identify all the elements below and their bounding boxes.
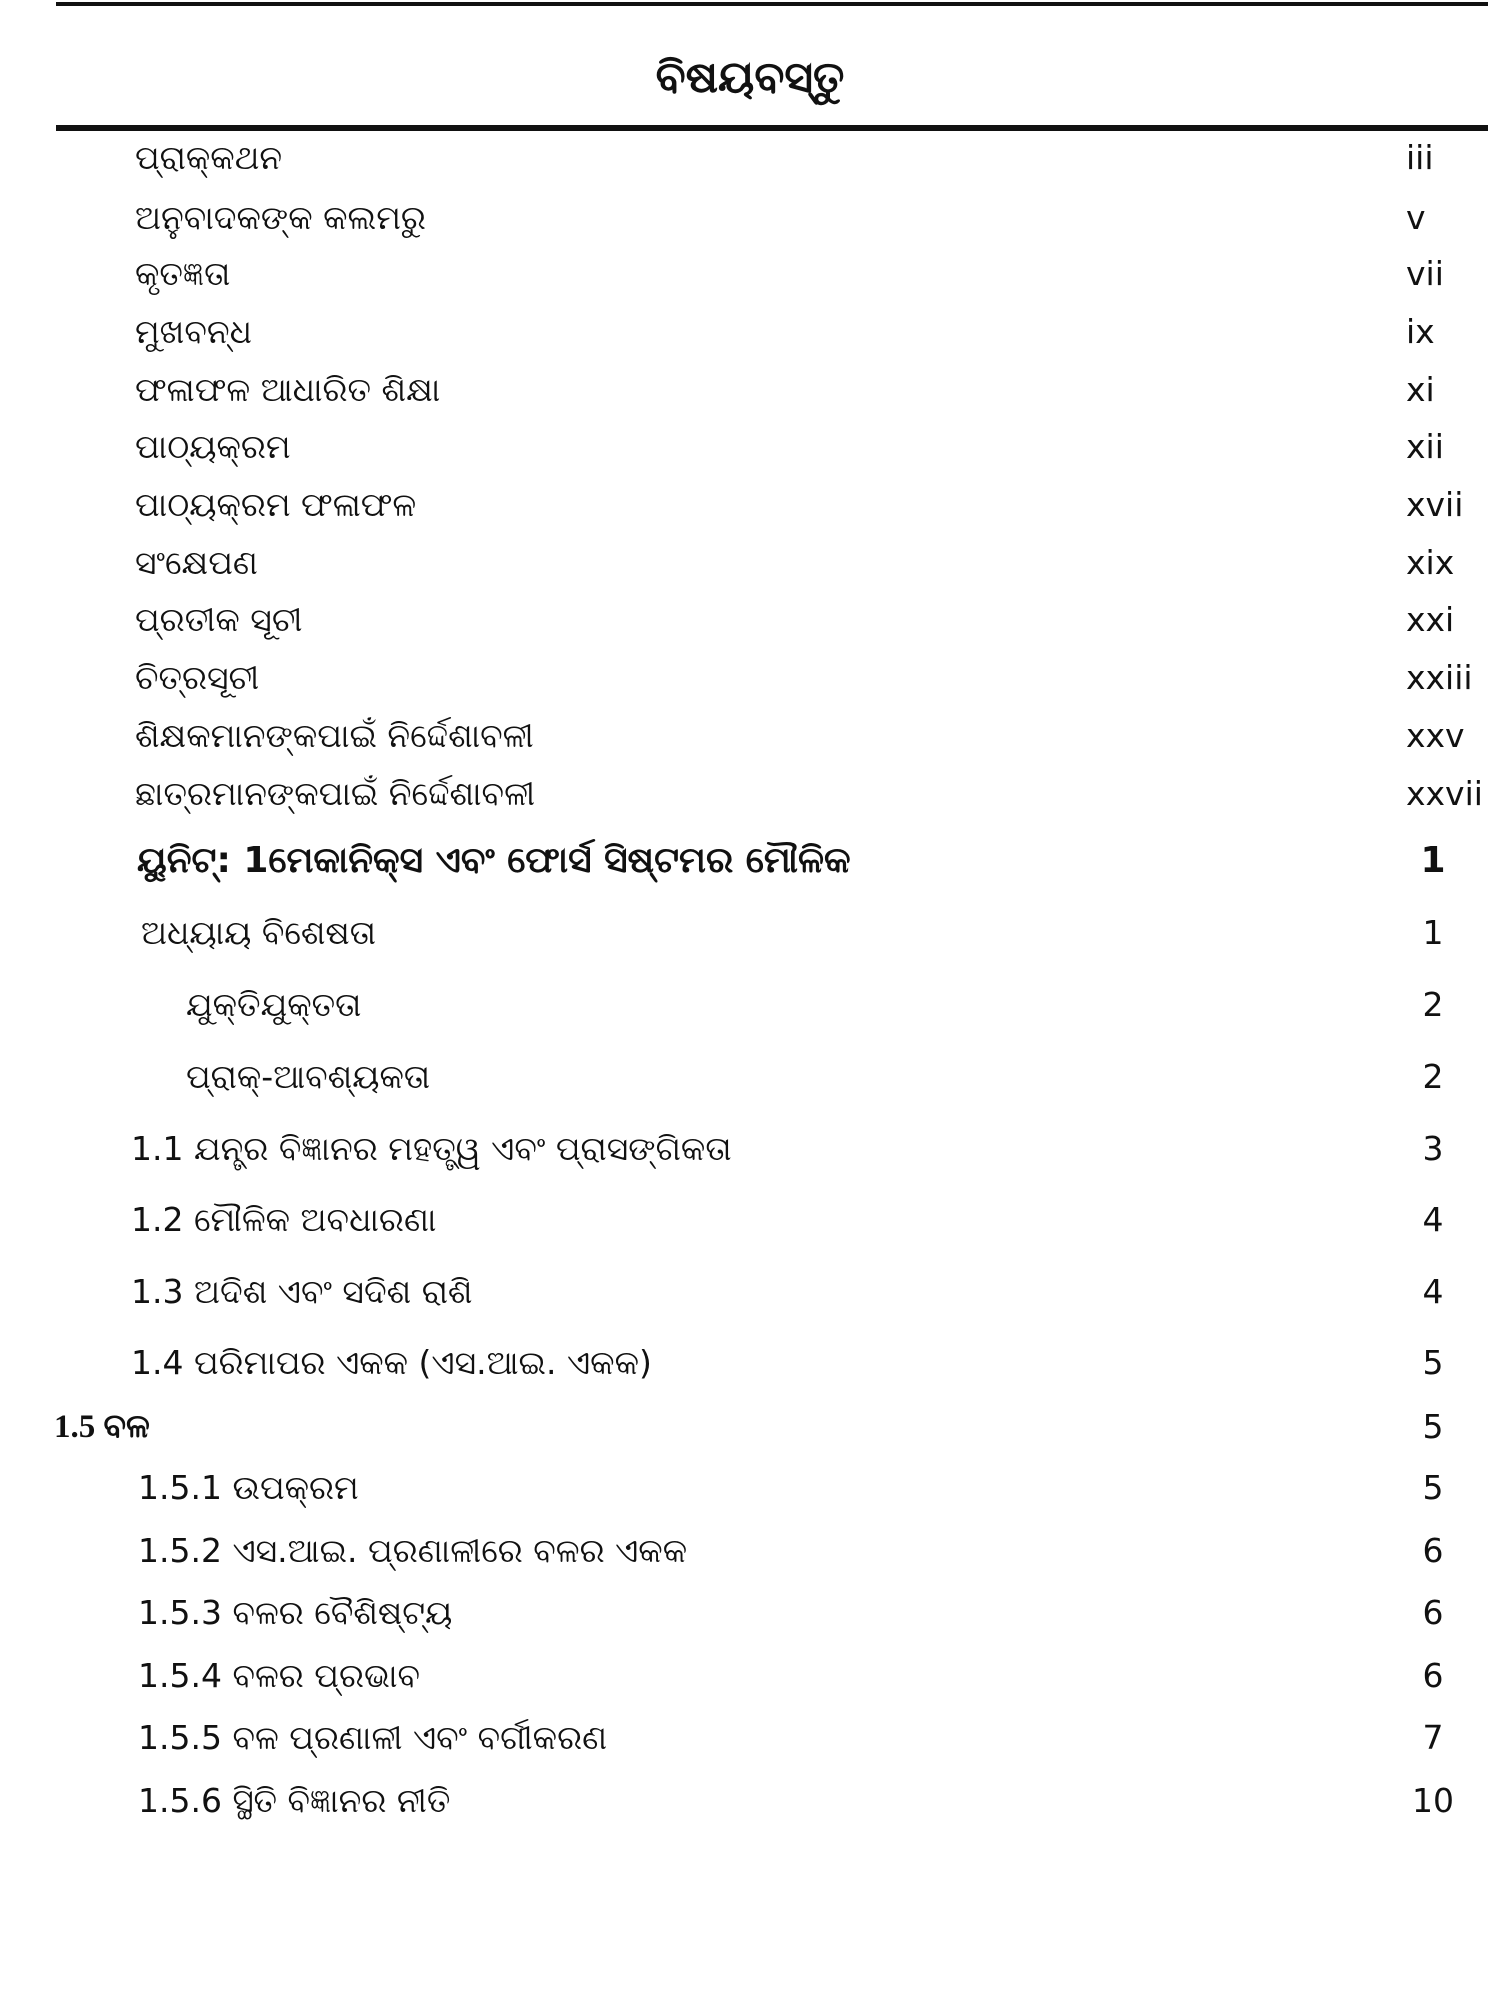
toc-entry-title: 1.5.5 ବଳ ପ୍ରଣାଳୀ ଏବଂ ବର୍ଗୀକରଣ [138, 1718, 608, 1757]
toc-entry-page-number: 2 [1422, 1057, 1444, 1096]
toc-entry-title: ପ୍ରାକ୍-ଆବଶ୍ୟକତା [186, 1057, 431, 1096]
toc-entry [0, 1195, 1500, 1245]
toc-entry-title: 1.5 ବଳ [54, 1409, 150, 1445]
toc-entry-page-number: 7 [1422, 1718, 1444, 1757]
toc-entry [0, 653, 1500, 703]
toc-entry-page-number: xxv [1406, 716, 1465, 755]
toc-entry [0, 1776, 1500, 1826]
toc-entry-title: 1.3 ଅଦିଶ ଏବଂ ସଦିଶ ରାଶି [131, 1272, 473, 1311]
toc-entry [0, 422, 1500, 472]
toc-entry [0, 133, 1500, 183]
toc-entry-title: ଫଳାଫଳ ଆଧାରିତ ଶିକ୍ଷା [135, 370, 441, 409]
toc-entry-page-number: xii [1406, 427, 1444, 466]
toc-entry-page-number: 10 [1412, 1781, 1454, 1820]
toc-entry-page-number: xxi [1406, 600, 1455, 639]
toc-entry-page-number: v [1406, 198, 1426, 237]
toc-entry-title: କୃତଜ୍ଞତା [135, 254, 231, 293]
toc-entry-title: ପାଠ୍ୟକ୍ରମ [135, 427, 291, 466]
toc-entry-page-number: 6 [1422, 1531, 1444, 1570]
toc-entry-page-number: 2 [1422, 985, 1444, 1024]
toc-entry-title: ଶିକ୍ଷକମାନଙ୍କପାଇଁ ନିର୍ଦ୍ଦେଶାବଳୀ [135, 716, 534, 755]
toc-entry [0, 1463, 1500, 1513]
toc-entry-title: ପ୍ରତୀକ ସୂଚୀ [135, 600, 303, 639]
toc-entry [0, 980, 1500, 1030]
toc-entry-page-number: 6 [1422, 1593, 1444, 1632]
toc-entry-page-number: ix [1406, 312, 1435, 351]
toc-entry-title: 1.5.1 ଉପକ୍ରମ [138, 1468, 359, 1507]
toc-entry [0, 1267, 1500, 1317]
toc-entry-title: 1.1 ଯନ୍ତ୍ର ବିଜ୍ଞାନର ମହତ୍ତ୍ୱ ଏବଂ ପ୍ରାସଙ୍ଗିକତା [131, 1129, 732, 1168]
toc-entry-title: 1.5.3 ବଳର ବୈଶିଷ୍ଟ୍ୟ [138, 1593, 453, 1632]
toc-entry [0, 307, 1500, 357]
toc-entry-title: ଚିତ୍ରସୂଚୀ [135, 658, 260, 697]
toc-entry [0, 711, 1500, 761]
toc-entry-title: 1.2 ମୌଳିକ ଅବଧାରଣା [131, 1200, 437, 1239]
toc-entry-page-number: xvii [1406, 485, 1464, 524]
toc-entry-page-number: 4 [1422, 1200, 1444, 1239]
toc-entry [0, 1526, 1500, 1576]
toc-entry-page-number: 5 [1422, 1343, 1444, 1382]
top-rule [56, 2, 1488, 6]
toc-entry [0, 480, 1500, 530]
toc-entry-page-number: xxvii [1406, 774, 1483, 813]
toc-entry [0, 538, 1500, 588]
toc-entry-page-number: 6 [1422, 1656, 1444, 1695]
toc-entry-page-number: iii [1406, 138, 1434, 177]
toc-entry [0, 1338, 1500, 1388]
toc-entry-page-number: vii [1406, 254, 1444, 293]
toc-entry [0, 1651, 1500, 1701]
toc-entry-page-number: xi [1406, 370, 1435, 409]
toc-entry-page-number: 3 [1422, 1129, 1444, 1168]
toc-entry [0, 1052, 1500, 1102]
toc-entry-title: 1.5.4 ବଳର ପ୍ରଭାବ [138, 1656, 420, 1695]
toc-entry-page-number: 5 [1422, 1407, 1444, 1446]
toc-entry-title: 1.5.2 ଏସ.ଆଇ. ପ୍ରଣାଳୀରେ ବଳର ଏକକ [138, 1531, 688, 1570]
toc-entry [0, 1713, 1500, 1763]
toc-entry-title: ଅନୁବାଦକଙ୍କ କଲମରୁ [135, 198, 426, 237]
toc-entry-title: ଅଧ୍ୟାୟ ବିଶେଷତା [141, 913, 377, 952]
toc-entry-page-number: 5 [1422, 1468, 1444, 1507]
toc-entry [0, 595, 1500, 645]
toc-entry-title: ପାଠ୍ୟକ୍ରମ ଫଳାଫଳ [135, 485, 417, 524]
title-underline [56, 125, 1488, 131]
toc-entry [0, 365, 1500, 415]
toc-entry-title: ଛାତ୍ରମାନଙ୍କପାଇଁ ନିର୍ଦ୍ଦେଶାବଳୀ [135, 774, 536, 813]
toc-entry-page-number: 4 [1422, 1272, 1444, 1311]
toc-entry [0, 1402, 1500, 1452]
toc-entry [0, 908, 1500, 958]
toc-entry [0, 193, 1500, 243]
toc-entry-title: 1.5.6 ସ୍ଥିତି ବିଜ୍ଞାନର ନୀତି [138, 1781, 451, 1820]
toc-entry-title: 1.4 ପରିମାପର ଏକକ (ଏସ.ଆଇ. ଏକକ) [131, 1343, 652, 1382]
page-title: ବିଷୟବସ୍ତୁ [655, 52, 845, 103]
toc-entry-title: ସଂକ୍ଷେପଣ [135, 543, 258, 582]
toc-unit-heading [0, 836, 1500, 886]
toc-entry-title: ମୁଖବନ୍ଧ [135, 312, 252, 351]
toc-entry [0, 1588, 1500, 1638]
toc-entry-page-number: xxiii [1406, 658, 1473, 697]
toc-entry [0, 769, 1500, 819]
toc-entry [0, 249, 1500, 299]
toc-entry-page-number: xix [1406, 543, 1455, 582]
toc-entry-page-number: 1 [1420, 840, 1446, 881]
toc-entry-title: ଯୁକ୍ତିଯୁକ୍ତତା [186, 985, 362, 1024]
toc-entry-title: ୟୁନିଟ୍: 1ମେକାନିକ୍ସ ଏବଂ ଫୋର୍ସ ସିଷ୍ଟମର ମୌଳିକ [137, 840, 851, 881]
toc-entry-page-number: 1 [1422, 913, 1444, 952]
toc-entry-title: ପ୍ରାକ୍କଥନ [135, 138, 283, 177]
toc-entry [0, 1124, 1500, 1174]
